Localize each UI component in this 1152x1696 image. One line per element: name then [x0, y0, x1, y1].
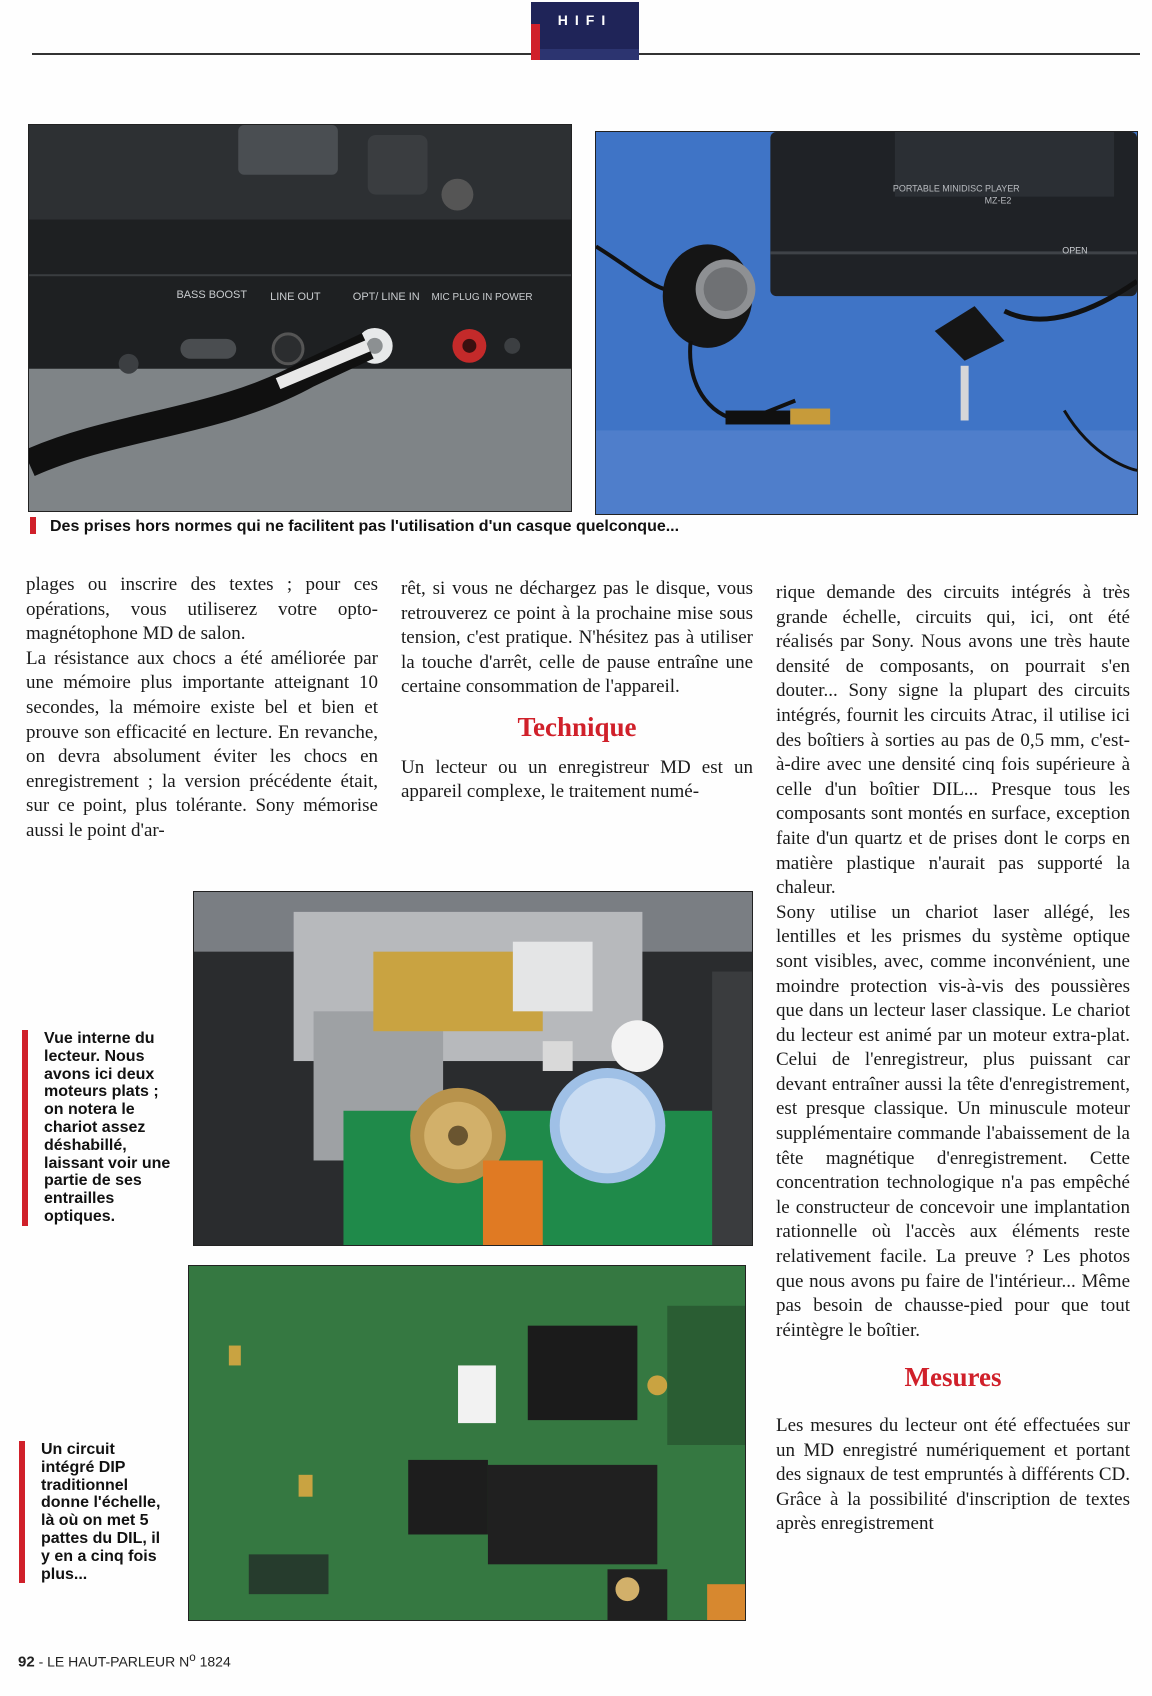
column3-paragraph-1: rique demande des circuits intégrés à très grande échelle, circuits qui, ici, ont été réalisés par Sony. Nous avons une très haute densité de composants, on pourrait s'en douter... Sony signe la plupart des circuits intégrés, fournit les circuits Atrac, il utilise ici des boîtiers à sorties au pas de 0,5 mm, c'est-à-dire avec une densité cinq fois supérieure à celle d'un boîtier DIL... Presque tous les composants sont montés en surface, exception faite d'un quartz et de prises dont le corps en matière plastique n'aurait pas supporté la chaleur.: [776, 582, 1130, 899]
column2-paragraph-2: Un lecteur ou un enregistreur MD est un appareil complexe, le traitement numé-: [401, 756, 753, 803]
text-column-2: [401, 577, 753, 805]
column2-paragraph-1: rêt, si vous ne déchargez pas le disque, vous retrouverez ce point à la prochaine mise sous tension, c'est pratique. N'hésitez pas à utiliser la touche d'arrêt, celle de pause entraîne une certaine consommation de l'appareil.: [401, 578, 753, 698]
caption-internal-view-text: Vue interne du lecteur. Nous avons ici deux moteurs plats ; on notera le chariot assez déshabillé, laissant voir une partie de ses entrailles optiques.: [44, 1030, 171, 1225]
section-label: HIFI: [557, 12, 613, 28]
publication-name: - LE HAUT-PARLEUR N: [34, 1653, 190, 1670]
caption-connectors-text: Des prises hors normes qui ne facilitent pas l'utilisation d'un casque quelconque...: [50, 518, 680, 535]
text-column-1: [26, 573, 378, 844]
caption-internal-view: [22, 1030, 174, 1226]
column1-paragraph-2: La résistance aux chocs a été améliorée par une mémoire plus importante atteignant 10 secondes, la mémoire existe bel et bien et prouve son efficacité en lecture. En revanche, on devra absolument éviter les chocs en enregistrement ; la version précédente était, sur ce point, plus tolérante. Sony mémorise aussi le point d'ar-: [26, 647, 378, 841]
photo-player-earphone: [595, 131, 1138, 515]
issue-number: 1824: [195, 1653, 231, 1670]
issue-superscript: o: [189, 1651, 196, 1664]
jack-label-opt-line-in: OPT/ LINE IN: [352, 291, 420, 304]
jack-label-bass-boost: BASS BOOST: [176, 289, 248, 302]
caption-marker: [30, 517, 36, 534]
open-label: OPEN: [1062, 245, 1088, 256]
photo-circuit-board: [188, 1265, 746, 1621]
photo-internal-mechanism: [193, 891, 753, 1246]
player-label: PORTABLE MINIDISC PLAYER: [892, 183, 1020, 194]
column1-paragraph-1: plages ou inscrire des textes ; pour ces opérations, vous utiliserez votre opto-magnétophone MD de salon.: [26, 574, 378, 645]
caption-dip-circuit-text: Un circuit intégré DIP traditionnel donne l'échelle, là où on met 5 pattes du DIL, il y en a cinq fois plus...: [41, 1441, 161, 1583]
jack-label-mic: MIC PLUG IN POWER: [431, 292, 533, 304]
caption-dip-circuit: [19, 1441, 171, 1583]
column3-paragraph-2: Sony utilise un chariot laser allégé, les lentilles et les prismes du système optique sont visibles, avec, comme inconvénient, une moindre protection vis-à-vis des poussières que dans un lecteur laser classique. Le chariot du lecteur est animé par un moteur extra-plat. Celui de l'enregistreur, plus puissant car devant entraîner aussi la tête d'enregistrement, est presque classique. Un minuscule moteur supplémentaire commande l'abaissement de la tête magnétique d'enregistrement. Cette concentration technologique n'a pas empêché le constructeur de concevoir une implantation rationnelle où l'accès aux éléments reste relativement facile. La preuve ? Les photos que nous avons pu faire de l'intérieur... Même pas besoin de chausse-pied pour que tout réintègre le boîtier.: [776, 901, 1130, 1341]
section-tab-accent: [531, 24, 540, 60]
section-tab: [531, 2, 639, 60]
photo-connectors: [28, 124, 572, 512]
heading-mesures: Mesures: [904, 1362, 1002, 1393]
column3-paragraph-3: Les mesures du lecteur ont été effectuées sur un MD enregistré numériquement et portant des signaux de test empruntés à différents CD. Grâce à la possibilité d'inscription de textes après enregistrement: [776, 1415, 1130, 1535]
page-number: 92: [18, 1653, 35, 1671]
text-column-3: [776, 581, 1130, 1537]
caption-connectors: [30, 517, 1130, 536]
page-footer: [18, 1651, 231, 1671]
player-model: MZ-E2: [984, 195, 1012, 206]
heading-technique: Technique: [517, 711, 637, 742]
jack-label-line-out: LINE OUT: [270, 291, 321, 304]
section-tab-stripe: [540, 49, 639, 60]
